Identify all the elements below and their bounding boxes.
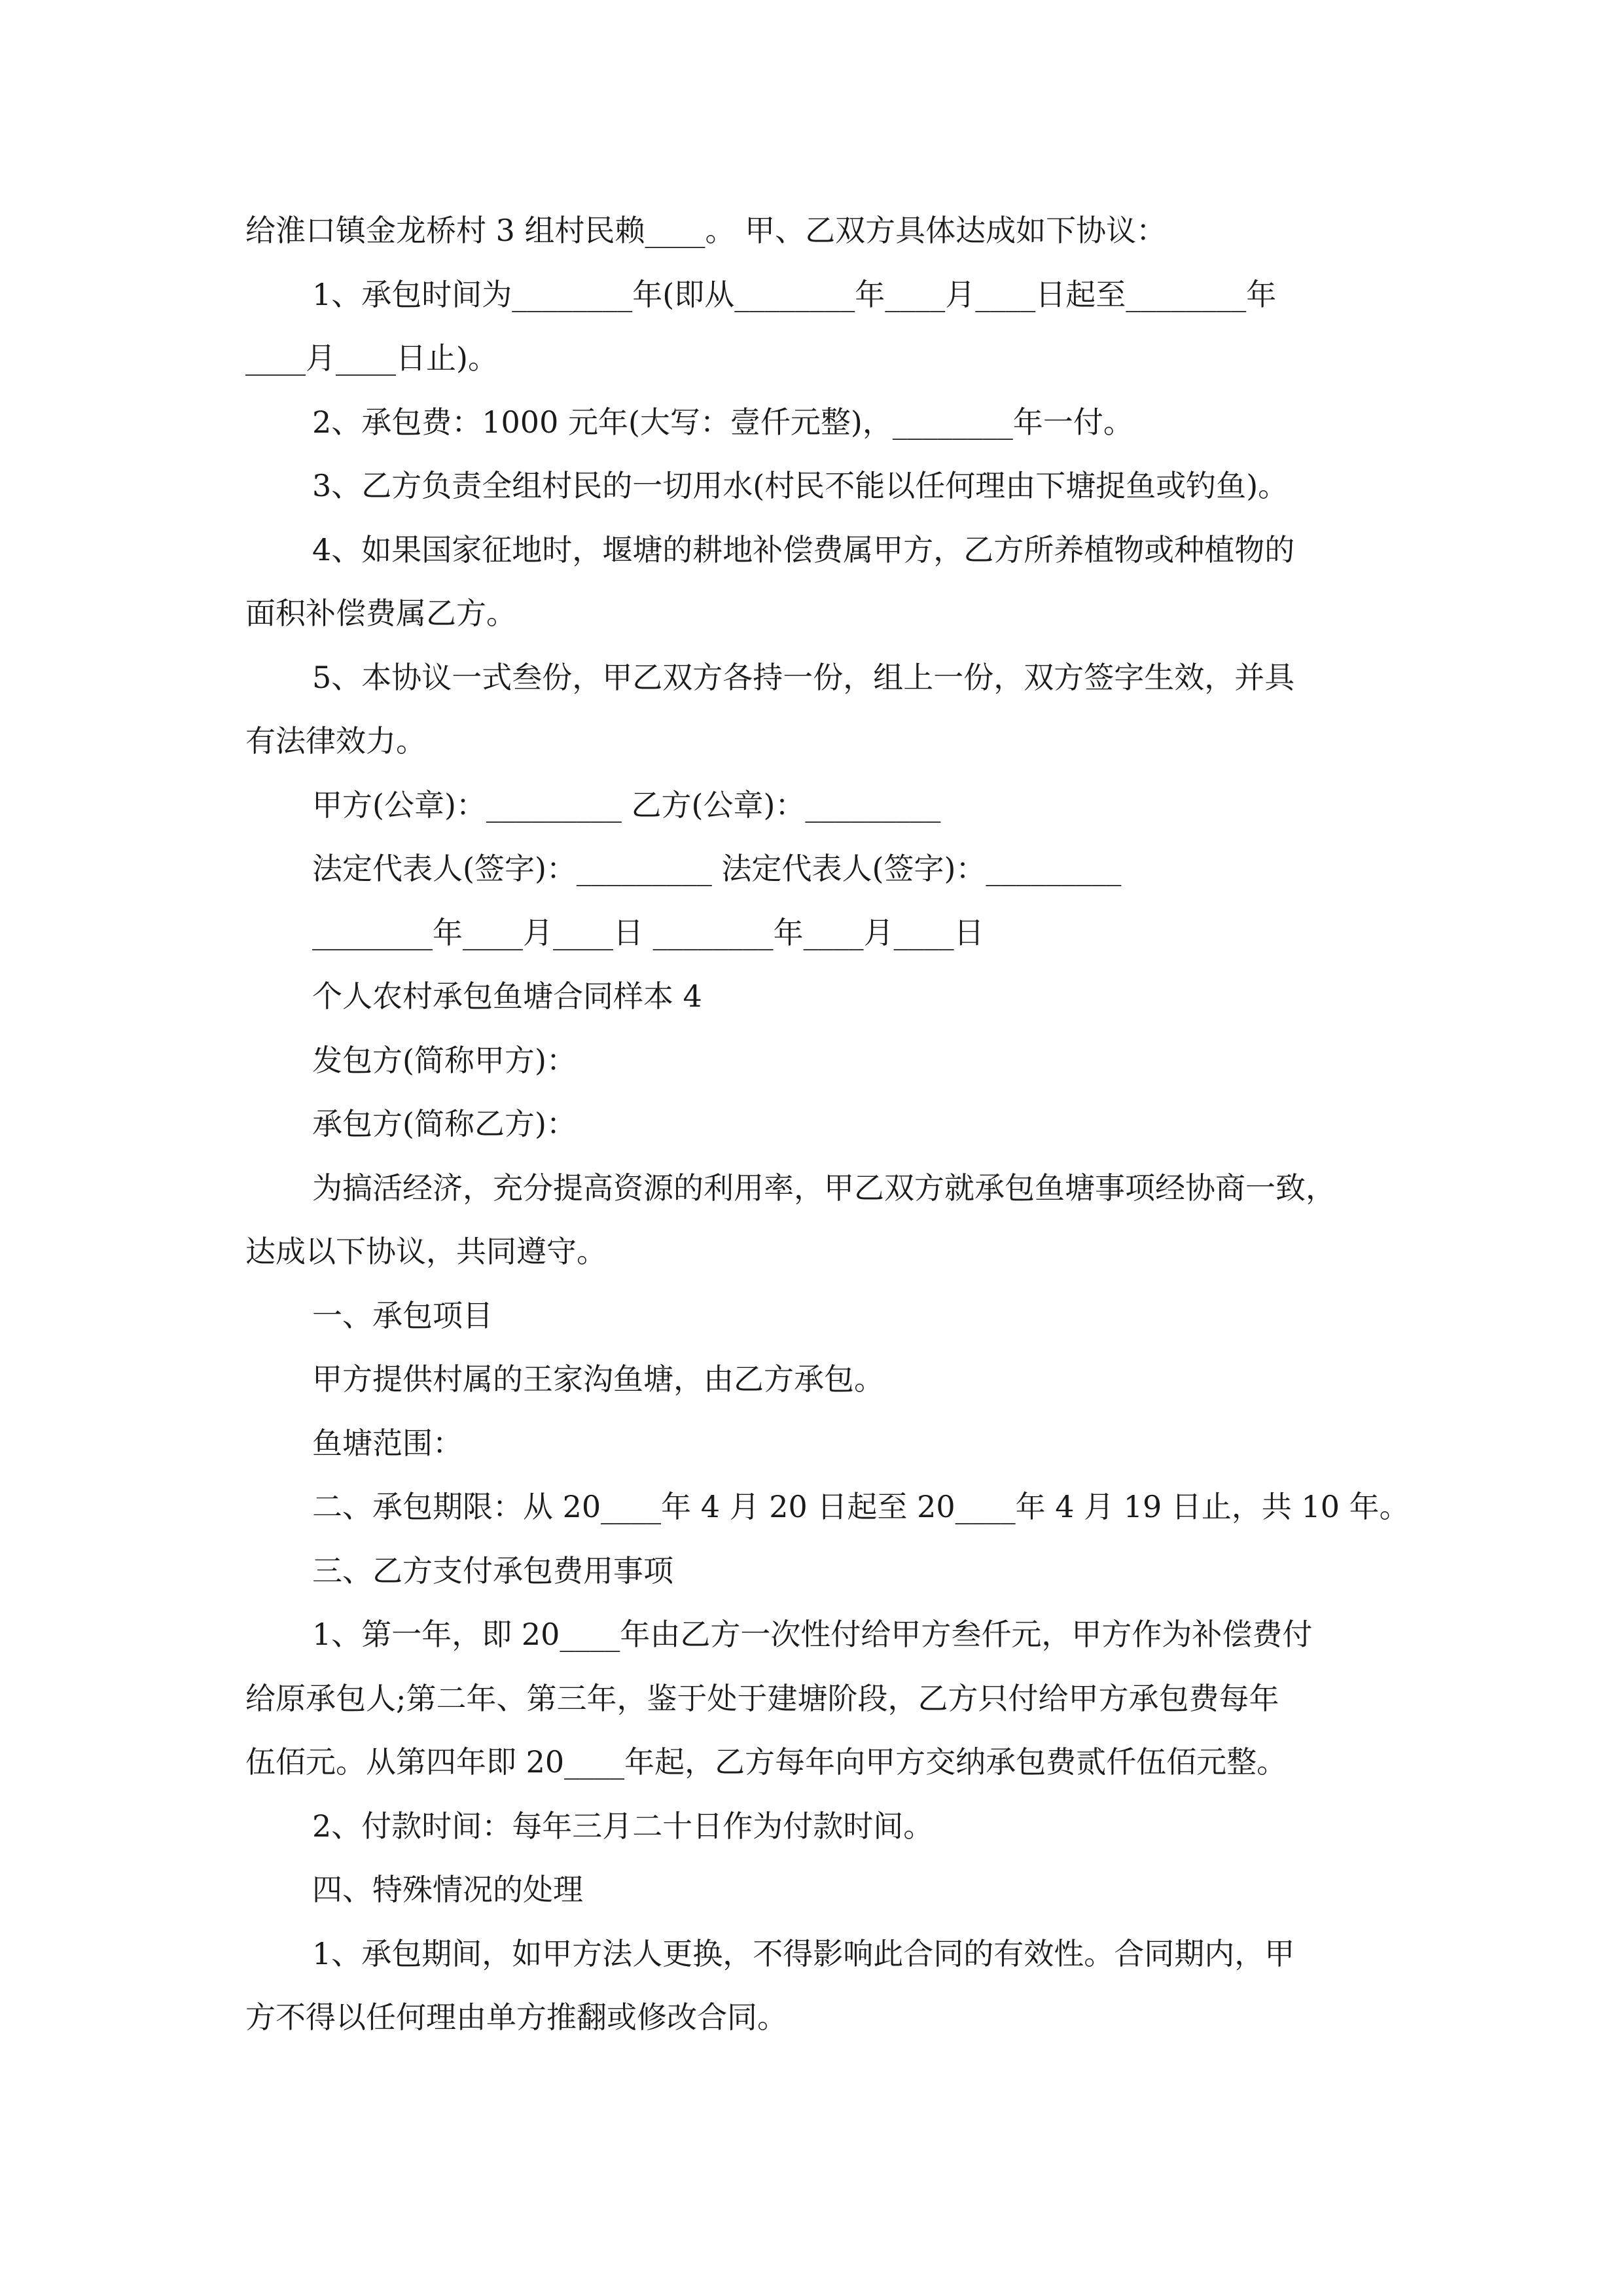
- text-line: 3、乙方负责全组村民的一切用水(村民不能以任何理由下塘捉鱼或钓鱼)。: [312, 468, 1289, 503]
- text-line: ________年____月____日 ________年____月____日: [312, 914, 984, 950]
- text-line: 承包方(简称乙方)：: [312, 1106, 577, 1141]
- text-line: 2、付款时间：每年三月二十日作为付款时间。: [312, 1808, 934, 1844]
- text-line: 四、特殊情况的处理: [312, 1872, 583, 1907]
- text-line: ____月____日止)。: [245, 340, 498, 376]
- text-line: 一、承包项目: [312, 1297, 493, 1333]
- text-line: 二、承包期限：从 20____年 4 月 20 日起至 20____年 4 月 19 日止，共 10 年。: [312, 1489, 1410, 1524]
- text-line: 为搞活经济，充分提高资源的利用率，甲乙双方就承包鱼塘事项经协商一致，: [312, 1170, 1336, 1206]
- text-line: 2、承包费：1000 元年(大写：壹仟元整)，________年一付。: [312, 404, 1133, 440]
- text-line: 甲方(公章)：_________ 乙方(公章)：_________: [312, 787, 941, 823]
- text-line: 面积补偿费属乙方。: [245, 596, 516, 631]
- text-line: 1、承包期间，如甲方法人更换，不得影响此合同的有效性。合同期内，甲: [312, 1935, 1295, 1971]
- text-line: 伍佰元。从第四年即 20____年起，乙方每年向甲方交纳承包费贰仟伍佰元整。: [245, 1744, 1287, 1780]
- text-line: 5、本协议一式叁份，甲乙双方各持一份，组上一份，双方签字生效，并具: [312, 659, 1295, 695]
- text-line: 发包方(简称甲方)：: [312, 1042, 577, 1078]
- text-line: 达成以下协议，共同遵守。: [245, 1234, 607, 1269]
- text-line: 4、如果国家征地时，堰塘的耕地补偿费属甲方，乙方所养植物或种植物的: [312, 531, 1295, 567]
- text-line: 三、乙方支付承包费用事项: [312, 1552, 673, 1588]
- text-line: 方不得以任何理由单方推翻或修改合同。: [245, 2000, 787, 2035]
- text-line: 甲方提供村属的王家沟鱼塘，由乙方承包。: [312, 1361, 884, 1397]
- text-line: 有法律效力。: [245, 723, 426, 759]
- text-line: 给淮口镇金龙桥村 3 组村民赖____。 甲、乙双方具体达成如下协议：: [245, 213, 1167, 248]
- text-line: 1、第一年，即 20____年由乙方一次性付给甲方叁仟元，甲方作为补偿费付: [312, 1617, 1313, 1652]
- text-line: 个人农村承包鱼塘合同样本 4: [312, 978, 702, 1014]
- document-body: [245, 199, 1410, 2050]
- text-line: 法定代表人(签字)：_________ 法定代表人(签字)：_________: [312, 851, 1122, 886]
- text-line: 鱼塘范围：: [312, 1425, 463, 1461]
- text-line: 给原承包人;第二年、第三年，鉴于处于建塘阶段，乙方只付给甲方承包费每年: [245, 1680, 1279, 1716]
- text-line: 1、承包时间为________年(即从________年____月____日起至________年: [312, 276, 1277, 312]
